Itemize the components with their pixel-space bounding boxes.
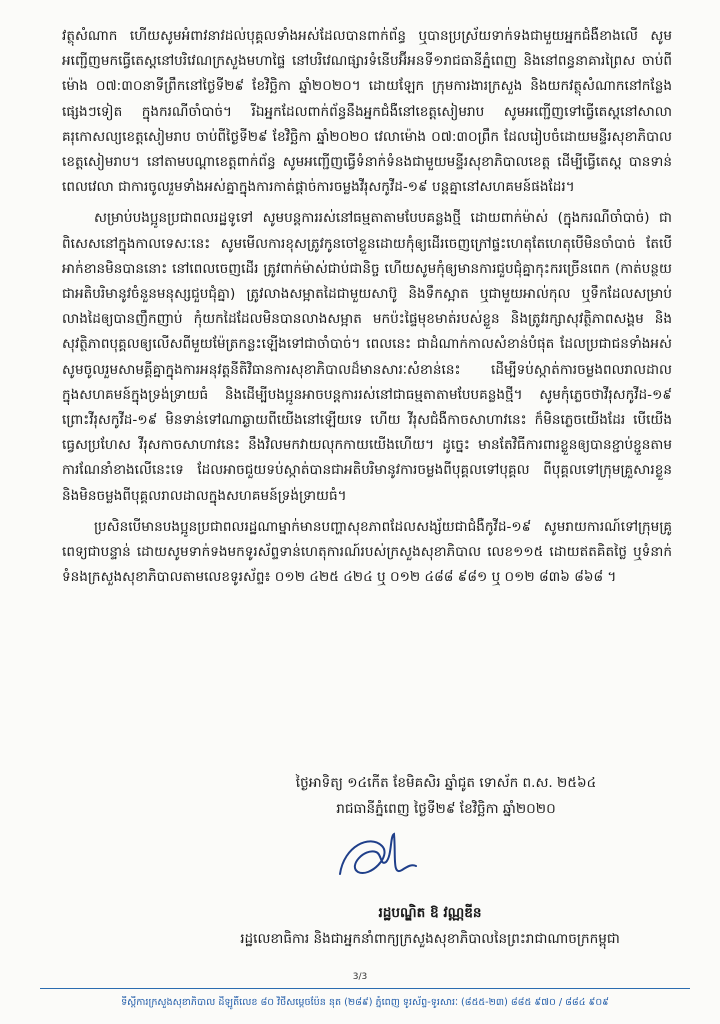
paragraph-2: សម្រាប់បងប្អូនប្រជាពលរដ្ឋទូទៅ សូមបន្តការរស់នៅធម្មតាតាមបែបគន្លងថ្មី ដោយពាក់ម៉ាស់ (ក្នុងករណីចាំបាច់) ជាពិសេសនៅក្នុងកាលទេសៈនេះ សូមមើលការខុសត្រូវកូនចៅខ្លួនដោយកុំឲ្យដើរចេញក្រៅផ្ទះហេតុតែហេតុបើមិនចាំបាច់ តែបើអាក់ខានមិនបាននោះ នៅពេលចេញដើរ ត្រូវពាក់ម៉ាស់ជាប់ជានិច្ច ហើយសូមកុំឲ្យមានការជួបជុំគ្នាកុះករច្រើនពេក (កាត់បន្ថយជាអតិបរិមានូវចំនួនមនុស្សជួបជុំគ្នា) ត្រូវលាងសម្អាតដៃជាមួយសាប៊ូ និងទឹកស្អាត ឬជាមួយអាល់កុល ឬទឹកដែលសម្រាប់លាងដៃឲ្យបានញឹកញាប់ កុំយកដៃដែលមិនបានលាងសម្អាត មកប៉ះផ្ទៃមុខមាត់របស់ខ្លួន និងត្រូវរក្សាសុវត្ថិភាពសង្គម និងសុវត្ថិភាពបុគ្គលឲ្យលើសពីមួយម៉ែត្រកន្លះឡើងទៅជាចាំបាច់។ ពេលនេះ ជាដំណាក់កាលសំខាន់បំផុត ដែលប្រជាជនទាំងអស់ សូមចូលរួមសាមគ្គីគ្នាក្នុងការអនុវត្តនីតិវិធានការសុខាភិបាលដ៏មានសារៈសំខាន់នេះ ដើម្បីទប់ស្កាត់ការចម្លងពលរាលដាលក្នុងសហគមន៍ក្នុងទ្រង់ទ្រាយធំ និងដើម្បីបងប្អូនអាចបន្តការរស់នៅជាធម្មតាតាមបែបគន្លងថ្មី។ សូមកុំភ្លេចថាវីរុសកូវីដ-១៩ ព្រោះវីរុសកូវីដ-១៩ មិនទាន់ទៅណាឆ្ងាយពីយើងនៅឡើយទេ ហើយ វីរុសជំងឺកាចសាហាវនេះ ក៏មិនភ្លេចយើងដែរ បើយើងធ្វេសប្រហែស វីរុសកាចសាហាវនេះ នឹងវិលមកវាយលុកកាយយើងហើយ។ ដូច្នេះ មានតែវិធីការពារខ្លួនឲ្យបានខ្ជាប់ខ្ជួនតាមការណែនាំខាងលើនេះទេ ដែលអាចជួយទប់ស្កាត់បានជាអតិបរិមានូវការចម្លងពីបុគ្គលទៅបុគ្គល ពីបុគ្គលទៅក្រុមគ្រួសារខ្លួន និងមិនចម្លងពីបុគ្គលរាលដាលក្នុងសហគមន៍ទ្រង់ទ្រាយធំ។ [62,210,672,504]
signer-block [150,900,710,952]
paragraph-1: វត្ថុសំណាក ហើយសូមអំពាវនាវដល់បុគ្គលទាំងអស់ដែលបានពាក់ព័ន្ធ ឬបានប្រស្រ័យទាក់ទងជាមួយអ្នកជំងឺខាងលើ សូមអញ្ជើញមកធ្វើតេស្តនៅបរិវេណក្រសួងមហាផ្ទៃ នៅបរិវេណផ្សារទំនើបអ៊ីអនទី១រាជធានីភ្នំពេញ និងនៅពន្ធនាគារព្រៃស ចាប់ពីម៉ោង ០៧:៣០នាទីព្រឹកនៅថ្ងៃទី២៩ ខែវិច្ឆិកា ឆ្នាំ២០២០។ ដោយឡែក ក្រុមការងារក្រសួង និងយកវត្ថុសំណាកនៅកន្លែងផ្សេងៗទៀត ក្នុងករណីចាំបាច់។ រីឯអ្នកដែលពាក់ព័ន្ធនឹងអ្នកជំងឺនៅខេត្តសៀមរាប សូមអញ្ជើញទៅធ្វើតេស្តនៅសាលាគរុកោសល្យខេត្តសៀមរាប ចាប់ពីថ្ងៃទី២៩ ខែវិច្ឆិកា ឆ្នាំ២០២០ វេលាម៉ោង ០៧:៣០ព្រឹក ដែលរៀបចំដោយមន្ទីរសុខាភិបាលខេត្តសៀមរាប។ នៅតាមបណ្ដាខេត្តពាក់ព័ន្ធ សូមអញ្ជើញធ្វើទំនាក់ទំនងជាមួយមន្ទីរសុខាភិបាលខេត្ត ដើម្បីធ្វើតេស្ត បានទាន់ពេលវេលា ជាការចូលរួមទាំងអស់គ្នាក្នុងការកាត់ផ្ដាច់ការចម្លងវីរុសកូវីដ-១៩ បន្តគ្នានៅសហគមន៍ផងដែរ។ [62,28,672,196]
solar-date: រាជធានីភ្នំពេញ ថ្ងៃទី២៩ ខែវិច្ឆិកា ឆ្នាំ២០២០ [336,801,556,817]
document-body [62,24,672,596]
lunar-date: ថ្ងៃអាទិត្យ ១៤កើត ខែមិគសិរ ឆ្នាំជូត ទោស័ក ព.ស. ២៥៦៤ [295,775,597,791]
date-block [236,770,656,822]
paragraph-3: ប្រសិនបើមានបងប្អូនប្រជាពលរដ្ឋណាម្នាក់មានបញ្ហាសុខភាពដែលសង្ស័យជាជំងឺកូវីដ-១៩ សូមរាយការណ៍ទៅក្រុមគ្រូពេទ្យជាបន្ទាន់ ដោយសូមទាក់ទងមកទូរស័ព្ទទាន់ហេតុការណ៍របស់ក្រសួងសុខាភិបាល លេខ១១៥ ដោយឥតគិតថ្លៃ ឬទំនាក់ទំនងក្រសួងសុខាភិបាលតាមលេខទូរស័ព្ទ៖ ០១២ ៤២៥ ៤២៤ ឬ ០១២ ៤៨៨ ៩៨១ ឬ ០១២ ៨៣៦ ៨៦៨ ។ [62,518,672,586]
page-number: 3/3 [352,972,368,982]
signer-title: រដ្ឋលេខាធិការ និងជាអ្នកនាំពាក្យក្រសួងសុខាភិបាលនៃព្រះរាជាណាចក្រកម្ពុជា [240,931,620,947]
signer-name: រដ្ឋបណ្ឌិត ឱ វណ្ណឌីន [378,905,482,921]
footer-address: ទីស្តីការក្រសួងសុខាភិបាល ដីឡូតិ៍លេខ ៨០ វិថីសម្តេចប៉ែន នុត (២៨៩) ភ្នំពេញ ទូរស័ព្ទ-ទូរសារៈ (៨៥៥-២៣) ៨៨៥ ៩៧០ / ៨៨៤ ៩០៩ [121,997,609,1008]
signature-image [330,826,420,888]
footer-divider [40,988,690,989]
